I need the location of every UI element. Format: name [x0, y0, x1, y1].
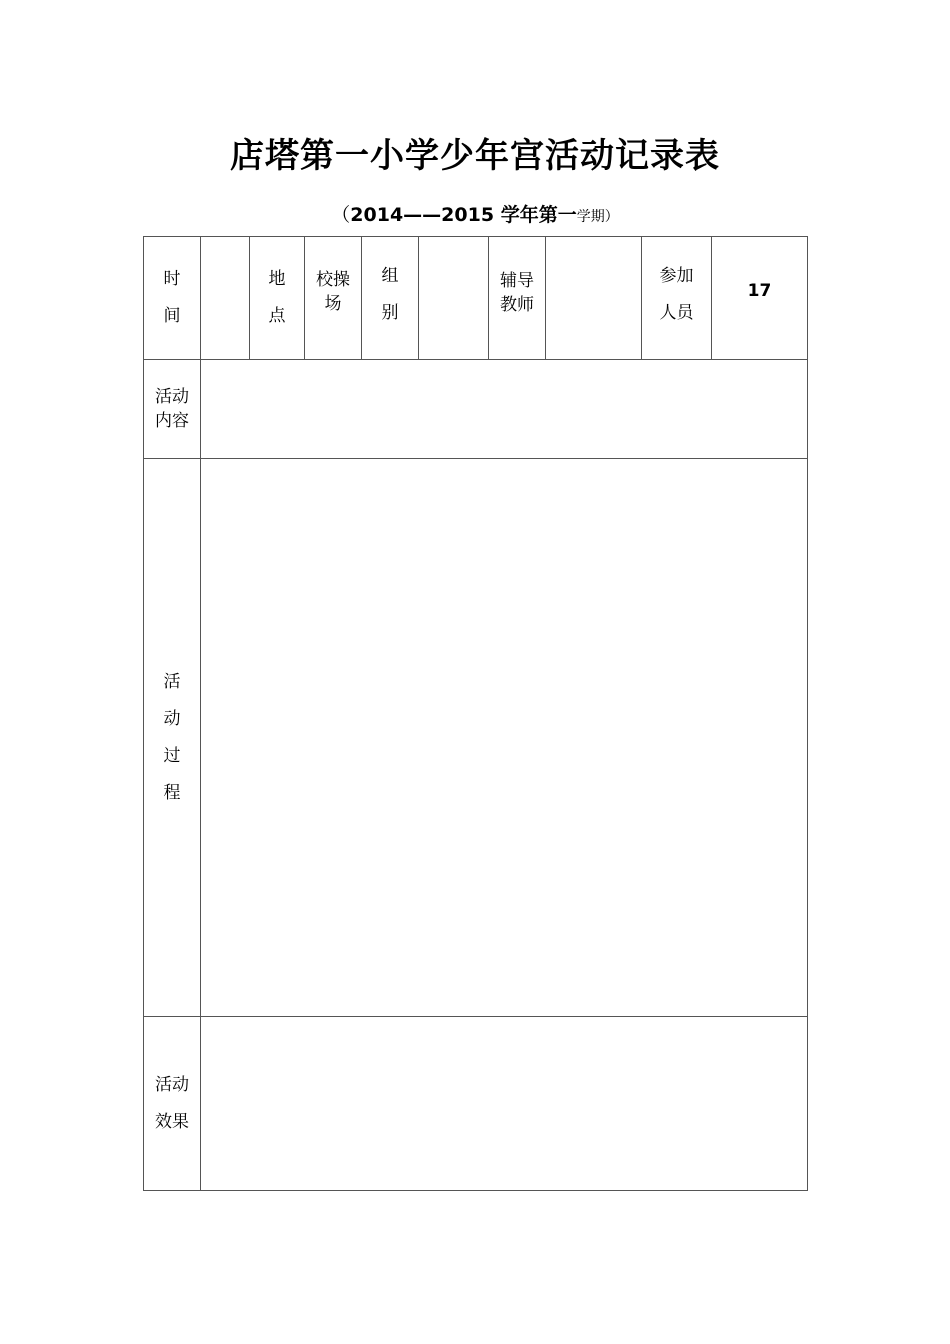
- teacher-label-cell: 辅导 教师: [488, 236, 546, 360]
- effect-value-cell[interactable]: [200, 1016, 808, 1191]
- content-value-cell[interactable]: [200, 359, 808, 459]
- effect-label-cell: 活动 效果: [143, 1016, 201, 1191]
- content-label-cell: 活动 内容: [143, 359, 201, 459]
- time-value-cell[interactable]: [200, 236, 250, 360]
- subtitle-term-small: 学期: [576, 209, 605, 225]
- group-label-cell: 组 别: [361, 236, 419, 360]
- subtitle-term: 学年第一: [500, 204, 577, 226]
- process-label-cell: 活 动 过 程: [143, 458, 201, 1017]
- participants-label-cell: 参加 人员: [641, 236, 712, 360]
- place-label-cell: 地 点: [249, 236, 305, 360]
- place-value-cell[interactable]: 校操 场: [304, 236, 362, 360]
- document-subtitle: [0, 200, 950, 227]
- participants-value-cell[interactable]: [711, 236, 808, 360]
- subtitle-years: 2014——2015: [350, 204, 495, 226]
- document-title: 店塔第一小学少年宫活动记录表: [230, 136, 720, 176]
- participants-count: 17: [747, 281, 772, 301]
- time-label-cell: 时 间: [143, 236, 201, 360]
- subtitle-close-paren: ）: [604, 209, 619, 225]
- group-value-cell[interactable]: [418, 236, 489, 360]
- teacher-value-cell[interactable]: [545, 236, 642, 360]
- process-value-cell[interactable]: [200, 458, 808, 1017]
- subtitle-open-paren: （: [331, 204, 351, 226]
